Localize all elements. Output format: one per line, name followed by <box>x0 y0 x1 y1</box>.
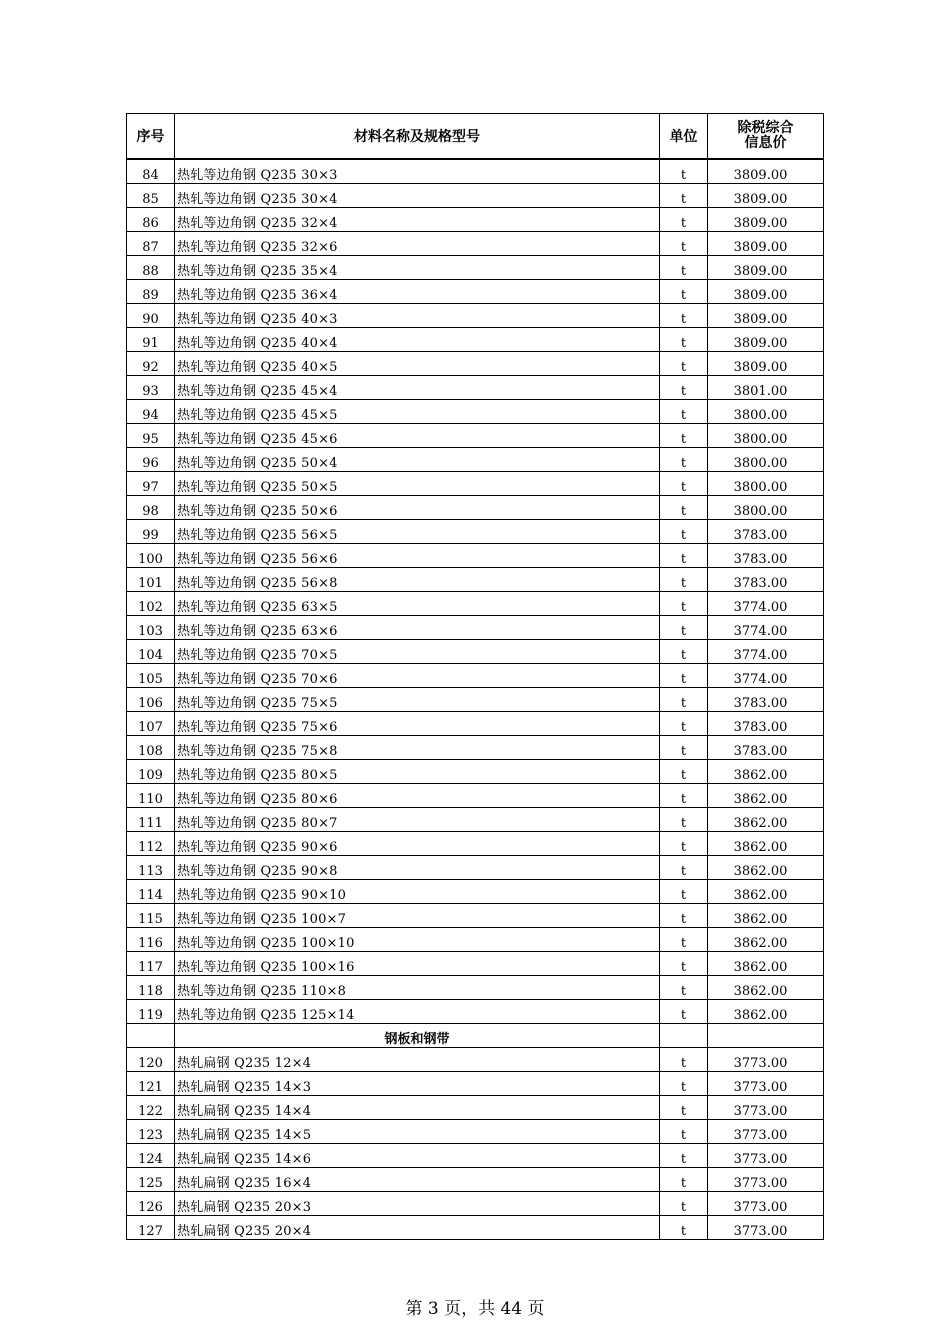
table-row <box>127 304 824 328</box>
row-no: 104 <box>127 640 175 664</box>
row-no: 107 <box>127 712 175 736</box>
table-row <box>127 664 824 688</box>
table-row <box>127 256 824 280</box>
row-name: 热轧等边角钢 Q235 75×5 <box>175 688 660 712</box>
row-unit: t <box>660 1096 708 1120</box>
row-name: 热轧等边角钢 Q235 90×10 <box>175 880 660 904</box>
section-title: 钢板和钢带 <box>175 1024 660 1048</box>
row-no: 120 <box>127 1048 175 1072</box>
row-name: 热轧等边角钢 Q235 63×6 <box>175 616 660 640</box>
row-name: 热轧扁钢 Q235 14×6 <box>175 1144 660 1168</box>
row-no: 126 <box>127 1192 175 1216</box>
header-no: 序号 <box>127 114 175 160</box>
row-unit: t <box>660 592 708 616</box>
section-row <box>127 1024 824 1048</box>
row-unit: t <box>660 952 708 976</box>
row-unit: t <box>660 496 708 520</box>
row-unit: t <box>660 328 708 352</box>
row-unit: t <box>660 280 708 304</box>
row-unit: t <box>660 352 708 376</box>
row-no: 111 <box>127 808 175 832</box>
table-row <box>127 544 824 568</box>
row-price: 3809.00 <box>708 184 824 208</box>
table-row <box>127 976 824 1000</box>
row-unit: t <box>660 1120 708 1144</box>
table-row <box>127 1000 824 1024</box>
row-no: 122 <box>127 1096 175 1120</box>
row-unit: t <box>660 784 708 808</box>
section-price-cell <box>708 1024 824 1048</box>
row-unit: t <box>660 688 708 712</box>
row-no: 118 <box>127 976 175 1000</box>
row-name: 热轧扁钢 Q235 16×4 <box>175 1168 660 1192</box>
table-row <box>127 184 824 208</box>
row-name: 热轧等边角钢 Q235 50×6 <box>175 496 660 520</box>
row-name: 热轧等边角钢 Q235 80×5 <box>175 760 660 784</box>
row-no: 124 <box>127 1144 175 1168</box>
row-no: 88 <box>127 256 175 280</box>
row-name: 热轧等边角钢 Q235 125×14 <box>175 1000 660 1024</box>
row-no: 97 <box>127 472 175 496</box>
table-row <box>127 448 824 472</box>
row-unit: t <box>660 1192 708 1216</box>
row-no: 115 <box>127 904 175 928</box>
row-unit: t <box>660 448 708 472</box>
row-price: 3809.00 <box>708 304 824 328</box>
row-price: 3809.00 <box>708 208 824 232</box>
row-no: 102 <box>127 592 175 616</box>
row-unit: t <box>660 640 708 664</box>
row-price: 3773.00 <box>708 1144 824 1168</box>
row-unit: t <box>660 712 708 736</box>
row-price: 3773.00 <box>708 1096 824 1120</box>
header-price <box>708 114 824 160</box>
row-price: 3774.00 <box>708 616 824 640</box>
table-row <box>127 1192 824 1216</box>
row-price: 3783.00 <box>708 736 824 760</box>
table-row <box>127 592 824 616</box>
table-row <box>127 616 824 640</box>
row-no: 117 <box>127 952 175 976</box>
row-unit: t <box>660 904 708 928</box>
row-name: 热轧扁钢 Q235 14×5 <box>175 1120 660 1144</box>
row-unit: t <box>660 1144 708 1168</box>
row-price: 3774.00 <box>708 664 824 688</box>
table-row <box>127 1120 824 1144</box>
row-no: 113 <box>127 856 175 880</box>
row-no: 106 <box>127 688 175 712</box>
row-no: 109 <box>127 760 175 784</box>
row-price: 3773.00 <box>708 1072 824 1096</box>
row-unit: t <box>660 880 708 904</box>
table-row <box>127 904 824 928</box>
row-no: 91 <box>127 328 175 352</box>
row-price: 3783.00 <box>708 544 824 568</box>
row-name: 热轧等边角钢 Q235 56×8 <box>175 568 660 592</box>
table-row <box>127 159 824 184</box>
row-price: 3862.00 <box>708 760 824 784</box>
row-price: 3862.00 <box>708 784 824 808</box>
table-row <box>127 736 824 760</box>
row-name: 热轧等边角钢 Q235 50×5 <box>175 472 660 496</box>
row-price: 3862.00 <box>708 808 824 832</box>
table-row <box>127 760 824 784</box>
table-row <box>127 832 824 856</box>
row-name: 热轧等边角钢 Q235 90×6 <box>175 832 660 856</box>
row-unit: t <box>660 208 708 232</box>
row-price: 3862.00 <box>708 856 824 880</box>
row-unit: t <box>660 520 708 544</box>
row-unit: t <box>660 376 708 400</box>
row-no: 94 <box>127 400 175 424</box>
row-name: 热轧等边角钢 Q235 40×3 <box>175 304 660 328</box>
row-no: 98 <box>127 496 175 520</box>
table-row <box>127 280 824 304</box>
row-unit: t <box>660 568 708 592</box>
row-price: 3862.00 <box>708 880 824 904</box>
row-price: 3783.00 <box>708 568 824 592</box>
row-no: 114 <box>127 880 175 904</box>
table-row <box>127 472 824 496</box>
row-price: 3800.00 <box>708 400 824 424</box>
row-name: 热轧等边角钢 Q235 56×5 <box>175 520 660 544</box>
row-no: 110 <box>127 784 175 808</box>
row-price: 3801.00 <box>708 376 824 400</box>
row-name: 热轧等边角钢 Q235 35×4 <box>175 256 660 280</box>
row-unit: t <box>660 1048 708 1072</box>
row-name: 热轧等边角钢 Q235 32×6 <box>175 232 660 256</box>
row-name: 热轧等边角钢 Q235 45×5 <box>175 400 660 424</box>
row-no: 95 <box>127 424 175 448</box>
row-name: 热轧扁钢 Q235 14×4 <box>175 1096 660 1120</box>
row-no: 84 <box>127 159 175 184</box>
row-no: 99 <box>127 520 175 544</box>
row-price: 3773.00 <box>708 1168 824 1192</box>
row-name: 热轧等边角钢 Q235 50×4 <box>175 448 660 472</box>
row-price: 3783.00 <box>708 712 824 736</box>
row-no: 86 <box>127 208 175 232</box>
row-unit: t <box>660 424 708 448</box>
row-name: 热轧等边角钢 Q235 75×6 <box>175 712 660 736</box>
row-price: 3773.00 <box>708 1120 824 1144</box>
row-no: 89 <box>127 280 175 304</box>
page-footer: 第 3 页，共 44 页 <box>405 1299 545 1319</box>
row-no: 116 <box>127 928 175 952</box>
row-unit: t <box>660 616 708 640</box>
row-price: 3809.00 <box>708 159 824 184</box>
row-price: 3862.00 <box>708 904 824 928</box>
header-price-line2: 信息价 <box>744 135 787 151</box>
row-price: 3783.00 <box>708 520 824 544</box>
row-unit: t <box>660 808 708 832</box>
row-unit: t <box>660 1072 708 1096</box>
row-price: 3774.00 <box>708 640 824 664</box>
row-price: 3800.00 <box>708 424 824 448</box>
table-row <box>127 568 824 592</box>
row-price: 3800.00 <box>708 472 824 496</box>
table-row <box>127 376 824 400</box>
row-name: 热轧等边角钢 Q235 63×5 <box>175 592 660 616</box>
table-row <box>127 328 824 352</box>
row-no: 121 <box>127 1072 175 1096</box>
row-no: 87 <box>127 232 175 256</box>
row-no: 123 <box>127 1120 175 1144</box>
table-row <box>127 520 824 544</box>
header-price-line1: 除税综合 <box>737 120 794 136</box>
row-name: 热轧扁钢 Q235 12×4 <box>175 1048 660 1072</box>
row-price: 3773.00 <box>708 1048 824 1072</box>
row-price: 3809.00 <box>708 352 824 376</box>
row-price: 3809.00 <box>708 232 824 256</box>
header-unit: 单位 <box>660 114 708 160</box>
table-row <box>127 808 824 832</box>
table-row <box>127 928 824 952</box>
row-name: 热轧等边角钢 Q235 30×4 <box>175 184 660 208</box>
row-no: 112 <box>127 832 175 856</box>
row-name: 热轧等边角钢 Q235 100×10 <box>175 928 660 952</box>
section-unit-cell <box>660 1024 708 1048</box>
row-no: 108 <box>127 736 175 760</box>
row-no: 127 <box>127 1216 175 1240</box>
row-name: 热轧扁钢 Q235 20×3 <box>175 1192 660 1216</box>
table-row <box>127 232 824 256</box>
row-no: 101 <box>127 568 175 592</box>
row-unit: t <box>660 1000 708 1024</box>
table-row <box>127 688 824 712</box>
row-unit: t <box>660 472 708 496</box>
row-price: 3800.00 <box>708 496 824 520</box>
row-no: 125 <box>127 1168 175 1192</box>
row-unit: t <box>660 1168 708 1192</box>
row-unit: t <box>660 832 708 856</box>
row-name: 热轧等边角钢 Q235 100×16 <box>175 952 660 976</box>
row-price: 3809.00 <box>708 328 824 352</box>
row-unit: t <box>660 1216 708 1240</box>
row-name: 热轧等边角钢 Q235 32×4 <box>175 208 660 232</box>
table-row <box>127 1168 824 1192</box>
row-price: 3862.00 <box>708 928 824 952</box>
row-no: 96 <box>127 448 175 472</box>
row-price: 3774.00 <box>708 592 824 616</box>
row-no: 92 <box>127 352 175 376</box>
table-row <box>127 712 824 736</box>
row-name: 热轧等边角钢 Q235 45×4 <box>175 376 660 400</box>
row-price: 3809.00 <box>708 256 824 280</box>
row-price: 3783.00 <box>708 688 824 712</box>
row-name: 热轧等边角钢 Q235 75×8 <box>175 736 660 760</box>
row-unit: t <box>660 760 708 784</box>
section-no-cell <box>127 1024 175 1048</box>
table-header-row <box>127 114 824 160</box>
row-unit: t <box>660 736 708 760</box>
row-price: 3800.00 <box>708 448 824 472</box>
row-unit: t <box>660 184 708 208</box>
row-no: 119 <box>127 1000 175 1024</box>
table-body <box>127 159 824 1240</box>
table-row <box>127 496 824 520</box>
row-no: 93 <box>127 376 175 400</box>
row-price: 3862.00 <box>708 1000 824 1024</box>
table-row <box>127 856 824 880</box>
row-unit: t <box>660 544 708 568</box>
price-table <box>126 113 824 1240</box>
table-row <box>127 400 824 424</box>
table-row <box>127 784 824 808</box>
row-name: 热轧等边角钢 Q235 56×6 <box>175 544 660 568</box>
row-price: 3809.00 <box>708 280 824 304</box>
row-name: 热轧等边角钢 Q235 30×3 <box>175 159 660 184</box>
row-name: 热轧扁钢 Q235 20×4 <box>175 1216 660 1240</box>
row-no: 90 <box>127 304 175 328</box>
row-name: 热轧等边角钢 Q235 36×4 <box>175 280 660 304</box>
row-unit: t <box>660 256 708 280</box>
row-name: 热轧等边角钢 Q235 80×7 <box>175 808 660 832</box>
row-unit: t <box>660 928 708 952</box>
table-row <box>127 1216 824 1240</box>
row-no: 100 <box>127 544 175 568</box>
row-unit: t <box>660 400 708 424</box>
row-price: 3862.00 <box>708 952 824 976</box>
table-row <box>127 1072 824 1096</box>
row-name: 热轧等边角钢 Q235 45×6 <box>175 424 660 448</box>
row-unit: t <box>660 976 708 1000</box>
row-name: 热轧等边角钢 Q235 90×8 <box>175 856 660 880</box>
row-no: 103 <box>127 616 175 640</box>
table-row <box>127 352 824 376</box>
row-name: 热轧等边角钢 Q235 110×8 <box>175 976 660 1000</box>
row-price: 3773.00 <box>708 1192 824 1216</box>
table-row <box>127 952 824 976</box>
table-row <box>127 424 824 448</box>
row-name: 热轧等边角钢 Q235 100×7 <box>175 904 660 928</box>
row-no: 85 <box>127 184 175 208</box>
table-row <box>127 1096 824 1120</box>
table-row <box>127 1144 824 1168</box>
row-no: 105 <box>127 664 175 688</box>
table-row <box>127 1048 824 1072</box>
row-unit: t <box>660 856 708 880</box>
table-row <box>127 208 824 232</box>
table-row <box>127 880 824 904</box>
row-name: 热轧等边角钢 Q235 80×6 <box>175 784 660 808</box>
row-name: 热轧扁钢 Q235 14×3 <box>175 1072 660 1096</box>
row-name: 热轧等边角钢 Q235 40×5 <box>175 352 660 376</box>
row-name: 热轧等边角钢 Q235 70×6 <box>175 664 660 688</box>
row-price: 3862.00 <box>708 976 824 1000</box>
row-unit: t <box>660 304 708 328</box>
table-row <box>127 640 824 664</box>
row-unit: t <box>660 159 708 184</box>
row-name: 热轧等边角钢 Q235 40×4 <box>175 328 660 352</box>
header-name: 材料名称及规格型号 <box>175 114 660 160</box>
row-price: 3862.00 <box>708 832 824 856</box>
row-unit: t <box>660 664 708 688</box>
row-name: 热轧等边角钢 Q235 70×5 <box>175 640 660 664</box>
row-unit: t <box>660 232 708 256</box>
row-price: 3773.00 <box>708 1216 824 1240</box>
